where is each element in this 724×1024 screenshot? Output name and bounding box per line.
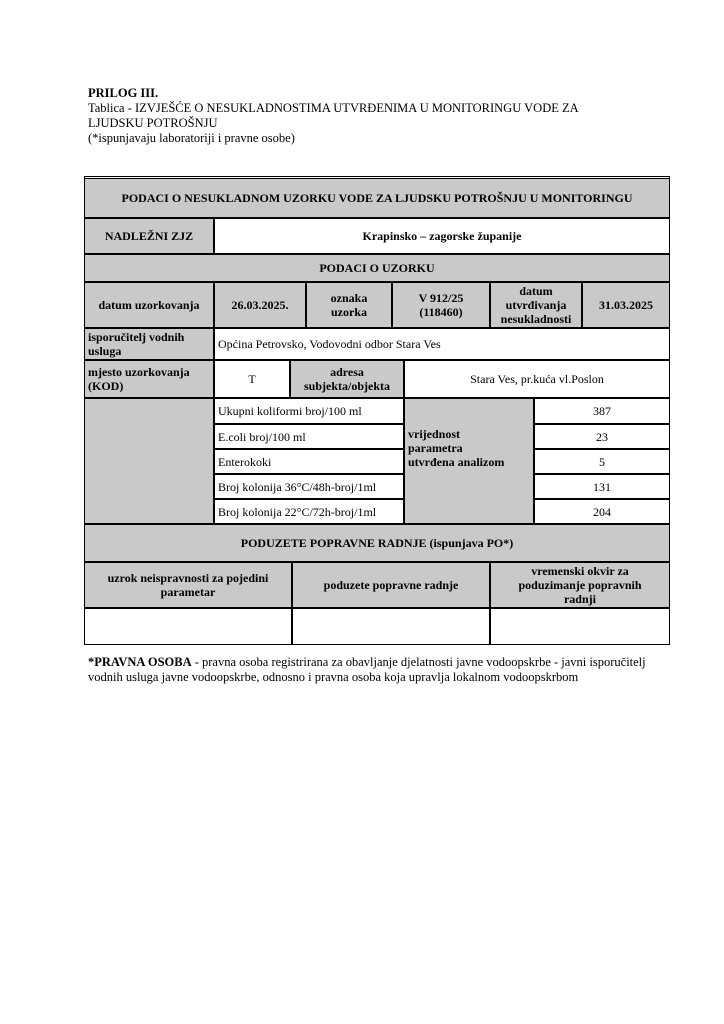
parameter-value-cell [534, 474, 670, 499]
finding-date-value-cell [582, 282, 670, 328]
supplier-label-2: usluga [88, 344, 122, 358]
supplier-label-cell [84, 328, 214, 360]
document-header [88, 86, 648, 146]
supplier-label: isporučitelj vodnih [88, 330, 185, 344]
actions-header-cell [292, 562, 490, 608]
parameter-name: E.coli broj/100 ml [218, 429, 306, 444]
sampling-date-value-cell [214, 282, 306, 328]
parameter-name: Enterokoki [218, 454, 272, 469]
parameter-name-cell [214, 398, 404, 424]
parameter-name-cell [214, 449, 404, 474]
address-label-2: subjekta/objekta [303, 379, 390, 393]
finding-date-label-3: nesukladnosti [500, 312, 572, 326]
finding-date-value: 31.03.2025 [599, 298, 653, 312]
parameter-value-cell [534, 449, 670, 474]
parameter-name: Broj kolonija 22°C/72h-broj/1ml [218, 504, 377, 519]
supplier-value: Općina Petrovsko, Vodovodni odbor Stara Ves [218, 337, 441, 351]
sample-id-label: oznaka [330, 291, 368, 305]
parameter-name-cell [214, 424, 404, 449]
sampling-date-label: datum uzorkovanja [98, 298, 200, 312]
parameter-value: 5 [599, 454, 605, 469]
finding-date-label-cell [490, 282, 582, 328]
parameter-value: 23 [596, 429, 608, 444]
legal-entity-footnote [88, 655, 668, 685]
parameter-value-label: vrijednost [408, 427, 460, 441]
authority-value-cell [214, 218, 670, 254]
table-title-line-1: Tablica - IZVJEŠĆE O NESUKLADNOSTIMA UTVRĐENIMA U MONITORINGU VODE ZA [88, 101, 579, 115]
sample-id-label-2: uzorka [331, 305, 367, 319]
sample-id-value: V 912/25 [418, 291, 464, 305]
parameter-name-cell [214, 474, 404, 499]
timeframe-header-3: radnji [563, 592, 596, 606]
parameter-name: Broj kolonija 36°C/48h-broj/1ml [218, 479, 377, 494]
parameter-value-cell [534, 424, 670, 449]
parameter-value-cell [534, 398, 670, 424]
parameter-value: 204 [593, 504, 611, 519]
actions-title: PODUZETE POPRAVNE RADNJE (ispunjava PO*) [240, 536, 514, 550]
address-value-cell [404, 360, 670, 398]
location-label: mjesto uzorkovanja [88, 365, 190, 379]
supplier-value-cell [214, 328, 670, 360]
footnote-term: *PRAVNA OSOBA [88, 655, 192, 669]
authority-label-cell [84, 218, 214, 254]
footnote-text: - pravna osoba registrirana za obavljanje djelatnosti javne vodoopskrbe - javni isporučitelj vodnih usluga javne vodoopskrbe, odnosno i pravna osoba koja upravlja lokalnom vodoopskrbom [88, 655, 646, 684]
sample-section-title-cell [84, 254, 670, 282]
address-label: adresa [330, 365, 364, 379]
location-value: T [248, 372, 256, 386]
authority-value: Krapinsko – zagorske županije [362, 229, 522, 243]
parameter-value-cell [534, 499, 670, 524]
timeframe-header-2: poduzimanje popravnih [518, 578, 642, 592]
cause-header: uzrok neispravnosti za pojedini [107, 571, 269, 585]
sampling-date-label-cell [84, 282, 214, 328]
parameter-value-label-2: parametra [408, 441, 463, 455]
sampling-date-value: 26.03.2025. [231, 298, 289, 312]
location-code-label: (KOD) [88, 379, 124, 393]
actions-header: poduzete popravne radnje [323, 578, 459, 592]
sample-section-title: PODACI O UZORKU [319, 261, 435, 275]
actions-entry-cell [292, 608, 490, 645]
sample-id-lab-number: (118460) [419, 305, 463, 319]
fill-note: (*ispunjavaju laboratoriji i pravne osobe) [88, 131, 295, 145]
address-label-cell [290, 360, 404, 398]
timeframe-header: vremenski okvir za [531, 564, 629, 578]
parameter-value: 387 [593, 404, 611, 418]
table-title-line-2: LJUDSKU POTROŠNJU [88, 116, 218, 130]
actions-title-cell [84, 524, 670, 562]
timeframe-header-cell [490, 562, 670, 608]
location-label-cell [84, 360, 214, 398]
annex-title: PRILOG III. [88, 86, 159, 100]
address-value: Stara Ves, pr.kuća vl.Poslon [470, 372, 604, 386]
parameter-value-label-cell [404, 398, 534, 524]
parameters-spacer-cell [84, 398, 214, 524]
cause-entry-cell [84, 608, 292, 645]
parameter-name: Ukupni koliformi broj/100 ml [218, 404, 362, 418]
location-value-cell [214, 360, 290, 398]
sample-id-value-cell [392, 282, 490, 328]
main-title-cell [84, 178, 670, 218]
finding-date-label-2: utvrđivanja [505, 298, 567, 312]
finding-date-label: datum [519, 284, 553, 298]
parameter-value-label-3: utvrđena analizom [408, 455, 505, 469]
cause-header-cell [84, 562, 292, 608]
authority-label: NADLEŽNI ZJZ [104, 229, 194, 243]
timeframe-entry-cell [490, 608, 670, 645]
parameter-value: 131 [593, 479, 611, 494]
cause-header-2: parametar [160, 585, 216, 599]
parameter-name-cell [214, 499, 404, 524]
sample-id-label-cell [306, 282, 392, 328]
main-title: PODACI O NESUKLADNOM UZORKU VODE ZA LJUDSKU POTROŠNJU U MONITORINGU [121, 191, 633, 205]
